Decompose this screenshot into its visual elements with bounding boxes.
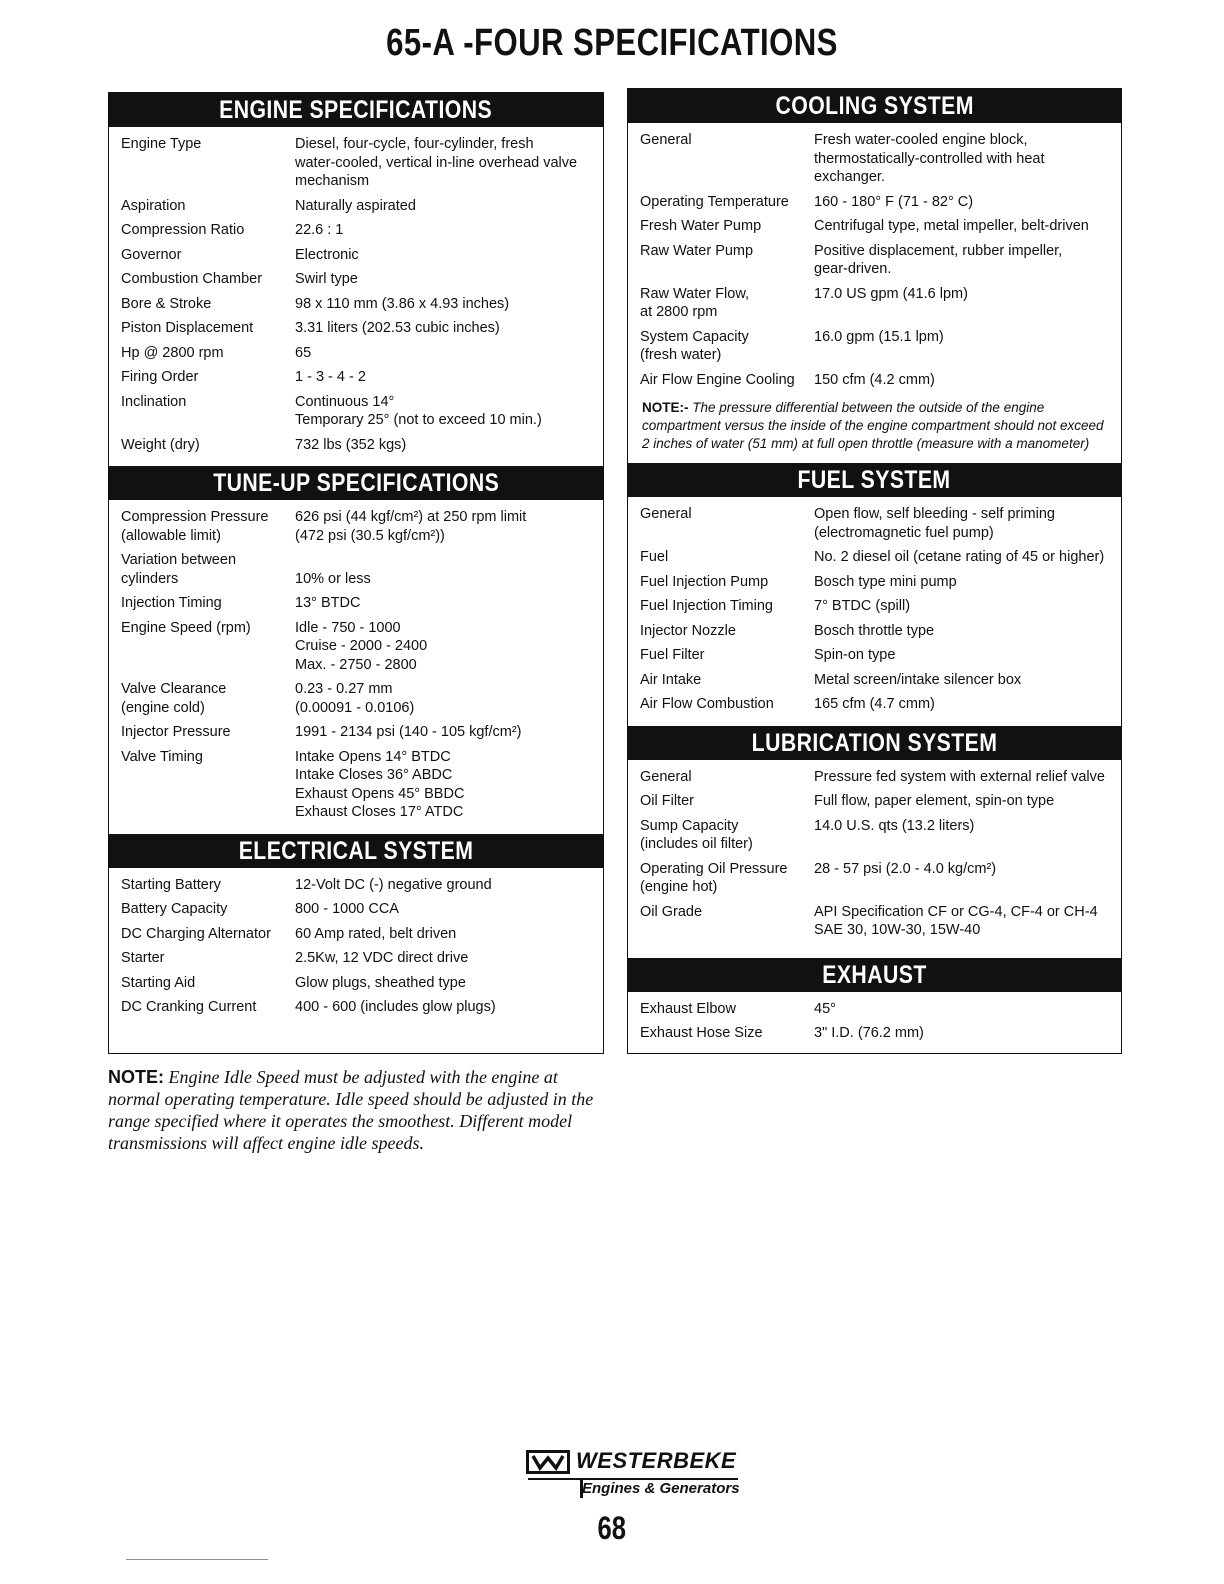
spec-value: Centrifugal type, metal impeller, belt-driven (814, 218, 1089, 234)
spec-value: 12-Volt DC (-) negative ground (295, 876, 492, 893)
westerbeke-logo (526, 1448, 756, 1504)
spec-value: Metal screen/intake silencer box (814, 671, 1022, 688)
lubrication-spec-row (640, 792, 1109, 811)
cooling-system-rows (628, 123, 1121, 401)
right-spec-panel (627, 88, 1122, 1054)
spec-label: Operating Temperature (640, 193, 789, 210)
engine-spec-row (121, 270, 591, 289)
spec-value: 60 Amp rated, belt driven (295, 925, 457, 942)
spec-label: Starting Aid (121, 974, 196, 991)
spec-label: Valve Clearance (engine cold) (121, 681, 227, 716)
electrical-system-rows (109, 868, 603, 1029)
spec-value: 150 cfm (4.2 cmm) (814, 371, 935, 388)
spec-label: DC Cranking Current (121, 999, 257, 1015)
spec-value: Diesel, four-cycle, four-cylinder, fresh water-cooled, vertical in-line overhead valve mechanism (295, 136, 578, 189)
electrical-spec-row (121, 974, 591, 993)
footer-rule (126, 1559, 268, 1560)
spec-label: Raw Water Pump (640, 242, 754, 259)
spec-value: 732 lbs (352 kgs) (295, 436, 407, 453)
spec-value: No. 2 diesel oil (cetane rating of 45 or higher) (814, 549, 1105, 565)
spec-label: Fuel (640, 549, 669, 565)
spec-label: Starter (121, 950, 165, 966)
spec-value: API Specification CF or CG-4, CF-4 or CH-4 SAE 30, 10W-30, 15W-40 (814, 903, 1098, 938)
spec-value: 626 psi (44 kgf/cm²) at 250 rpm limit (472 psi (30.5 kgf/cm²)) (295, 509, 527, 544)
spec-value: Continuous 14° Temporary 25° (not to exceed 10 min.) (295, 393, 542, 428)
spec-value: Open flow, self bleeding - self priming (electromagnetic fuel pump) (814, 506, 1055, 541)
engine-spec-row (121, 319, 591, 338)
spec-value: 0.23 - 0.27 mm (0.00091 - 0.0106) (295, 681, 415, 716)
engine-specs-header: ENGINE SPECIFICATIONS (108, 93, 604, 127)
electrical-system-header: ELECTRICAL SYSTEM (108, 834, 604, 868)
fuel-spec-row (640, 671, 1109, 690)
tuneup-spec-row (121, 748, 591, 822)
spec-value: 16.0 gpm (15.1 lpm) (814, 328, 944, 345)
left-spec-panel (108, 92, 604, 1054)
spec-value: 17.0 US gpm (41.6 lpm) (814, 285, 968, 302)
spec-value: Full flow, paper element, spin-on type (814, 793, 1055, 809)
electrical-spec-row (121, 998, 591, 1017)
spec-value: 14.0 U.S. qts (13.2 liters) (814, 817, 975, 834)
spec-label: Sump Capacity (includes oil filter) (640, 817, 753, 852)
lubrication-spec-row (640, 768, 1109, 787)
spec-label: Governor (121, 246, 182, 263)
lubrication-system-rows (628, 760, 1121, 952)
spec-label: Raw Water Flow, at 2800 rpm (640, 285, 750, 320)
spec-label: General (640, 132, 692, 148)
spec-label: Air Intake (640, 671, 702, 688)
tuneup-spec-row (121, 723, 591, 742)
electrical-spec-row (121, 925, 591, 944)
spec-value: Electronic (295, 246, 359, 263)
spec-value: 165 cfm (4.7 cmm) (814, 696, 935, 712)
spec-label: Injection Timing (121, 595, 222, 611)
engine-spec-row (121, 368, 591, 387)
electrical-spec-row (121, 876, 591, 895)
engine-spec-row (121, 436, 591, 455)
spec-value: 13° BTDC (295, 595, 361, 611)
spec-label: Variation between cylinders (121, 552, 237, 587)
lubrication-spec-row (640, 817, 1109, 854)
spec-value: 3" I.D. (76.2 mm) (814, 1025, 924, 1041)
cooling-spec-row (640, 217, 1109, 236)
cooling-spec-row (640, 193, 1109, 212)
exhaust-header: EXHAUST (627, 958, 1122, 992)
spec-value: 3.31 liters (202.53 cubic inches) (295, 320, 500, 336)
cooling-spec-row (640, 328, 1109, 365)
tuneup-specs-header: TUNE-UP SPECIFICATIONS (108, 466, 604, 500)
spec-value: Intake Opens 14° BTDC Intake Closes 36° ABDC Exhaust Opens 45° BBDC Exhaust Closes 17° ATDC (295, 748, 465, 820)
engine-spec-row (121, 344, 591, 363)
lubrication-spec-row (640, 860, 1109, 897)
spec-label: Battery Capacity (121, 901, 228, 917)
spec-value: Bosch throttle type (814, 622, 935, 639)
fuel-spec-row (640, 597, 1109, 616)
spec-label: Piston Displacement (121, 320, 254, 336)
spec-value: 28 - 57 psi (2.0 - 4.0 kg/cm²) (814, 860, 997, 877)
spec-value: 800 - 1000 CCA (295, 901, 399, 917)
spec-label: Fresh Water Pump (640, 218, 762, 234)
engine-spec-row (121, 246, 591, 265)
logo-subtitle: Engines & Generators (582, 1480, 740, 1497)
spec-value: Pressure fed system with external relief valve (814, 768, 1105, 785)
spec-label: General (640, 768, 692, 785)
fuel-spec-row (640, 646, 1109, 665)
cooling-spec-row (640, 242, 1109, 279)
idle-speed-note: NOTE: Engine Idle Speed must be adjusted with the engine at normal operating temperature. Idle speed should be adjusted in the range specified where it operates the smoothest. Different model transmissions will affect engine idle speeds. (108, 1067, 594, 1153)
spec-label: Air Flow Engine Cooling (640, 371, 795, 388)
spec-label: Compression Ratio (121, 222, 245, 238)
page-title: 65-A -FOUR SPECIFICATIONS (386, 22, 838, 64)
spec-label: Bore & Stroke (121, 295, 212, 312)
fuel-system-header: FUEL SYSTEM (627, 463, 1122, 497)
w-mark-icon (526, 1450, 570, 1474)
spec-label: Oil Grade (640, 903, 703, 920)
spec-value: 7° BTDC (spill) (814, 598, 911, 614)
spec-label: System Capacity (fresh water) (640, 328, 749, 363)
fuel-spec-row (640, 573, 1109, 592)
spec-label: Aspiration (121, 197, 186, 214)
tuneup-spec-row (121, 680, 591, 717)
spec-label: Exhaust Hose Size (640, 1025, 763, 1041)
tuneup-spec-row (121, 508, 591, 545)
spec-value: 65 (295, 344, 312, 361)
tuneup-spec-row (121, 594, 591, 613)
spec-value: 10% or less (295, 570, 371, 587)
spec-value: 1991 - 2134 psi (140 - 105 kgf/cm²) (295, 724, 522, 740)
spec-label: DC Charging Alternator (121, 925, 271, 942)
cooling-note: NOTE:- The pressure differential between the outside of the engine compartment versus the inside of the engine compartment should not exceed 2 inches of water (51 mm) at full open throttle (measure with a manometer) (642, 400, 1104, 451)
spec-value: Positive displacement, rubber impeller, gear-driven. (814, 242, 1063, 277)
cooling-system-header: COOLING SYSTEM (627, 89, 1122, 123)
engine-spec-row (121, 295, 591, 314)
engine-spec-row (121, 221, 591, 240)
fuel-system-rows (628, 497, 1121, 726)
spec-value: 98 x 110 mm (3.86 x 4.93 inches) (295, 295, 510, 312)
spec-label: Fuel Injection Timing (640, 598, 773, 614)
spec-value: 160 - 180° F (71 - 82° C) (814, 193, 974, 210)
spec-label: Inclination (121, 393, 187, 410)
engine-spec-row (121, 135, 591, 191)
spec-value: 400 - 600 (includes glow plugs) (295, 999, 496, 1015)
spec-label: General (640, 506, 692, 522)
cooling-spec-row (640, 371, 1109, 390)
spec-value: 45° (814, 1000, 836, 1017)
exhaust-rows (628, 992, 1121, 1055)
electrical-spec-row (121, 900, 591, 919)
spec-label: Compression Pressure (allowable limit) (121, 509, 269, 544)
exhaust-spec-row (640, 1024, 1109, 1043)
engine-spec-row (121, 393, 591, 430)
tuneup-spec-row (121, 619, 591, 675)
spec-label: Injector Nozzle (640, 622, 736, 639)
spec-label: Firing Order (121, 369, 199, 385)
spec-label: Engine Type (121, 136, 202, 152)
spec-label: Fuel Filter (640, 647, 705, 663)
engine-specs-rows (109, 127, 603, 466)
fuel-spec-row (640, 548, 1109, 567)
electrical-spec-row (121, 949, 591, 968)
fuel-spec-row (640, 505, 1109, 542)
spec-value: Bosch type mini pump (814, 573, 957, 590)
lubrication-system-header: LUBRICATION SYSTEM (627, 726, 1122, 760)
spec-value: Naturally aspirated (295, 197, 416, 214)
spec-label: Hp @ 2800 rpm (121, 344, 224, 361)
spec-value: 22.6 : 1 (295, 222, 344, 238)
exhaust-spec-row (640, 1000, 1109, 1019)
spec-label: Air Flow Combustion (640, 696, 774, 712)
spec-value: 2.5Kw, 12 VDC direct drive (295, 950, 469, 966)
spec-label: Combustion Chamber (121, 271, 263, 287)
spec-value: Swirl type (295, 271, 358, 287)
spec-value: Spin-on type (814, 647, 896, 663)
spec-label: Injector Pressure (121, 724, 231, 740)
spec-label: Engine Speed (rpm) (121, 619, 251, 636)
spec-label: Valve Timing (121, 748, 203, 765)
spec-value: Fresh water-cooled engine block, thermostatically-controlled with heat exchanger. (814, 132, 1045, 185)
spec-label: Exhaust Elbow (640, 1000, 736, 1017)
spec-value: Glow plugs, sheathed type (295, 974, 466, 991)
spec-label: Oil Filter (640, 793, 694, 809)
lubrication-spec-row (640, 903, 1109, 940)
tuneup-specs-rows (109, 500, 603, 834)
fuel-spec-row (640, 695, 1109, 714)
page-number: 68 (597, 1510, 627, 1546)
spec-label: Starting Battery (121, 876, 221, 893)
logo-brand-name: WESTERBEKE (576, 1448, 737, 1473)
cooling-spec-row (640, 285, 1109, 322)
cooling-spec-row (640, 131, 1109, 187)
spec-value: 1 - 3 - 4 - 2 (295, 369, 366, 385)
spec-label: Weight (dry) (121, 436, 200, 453)
tuneup-spec-row (121, 551, 591, 588)
spec-label: Fuel Injection Pump (640, 573, 769, 590)
engine-spec-row (121, 197, 591, 216)
spec-label: Operating Oil Pressure (engine hot) (640, 860, 788, 895)
spec-value: Idle - 750 - 1000 Cruise - 2000 - 2400 Max. - 2750 - 2800 (295, 619, 428, 673)
fuel-spec-row (640, 622, 1109, 641)
